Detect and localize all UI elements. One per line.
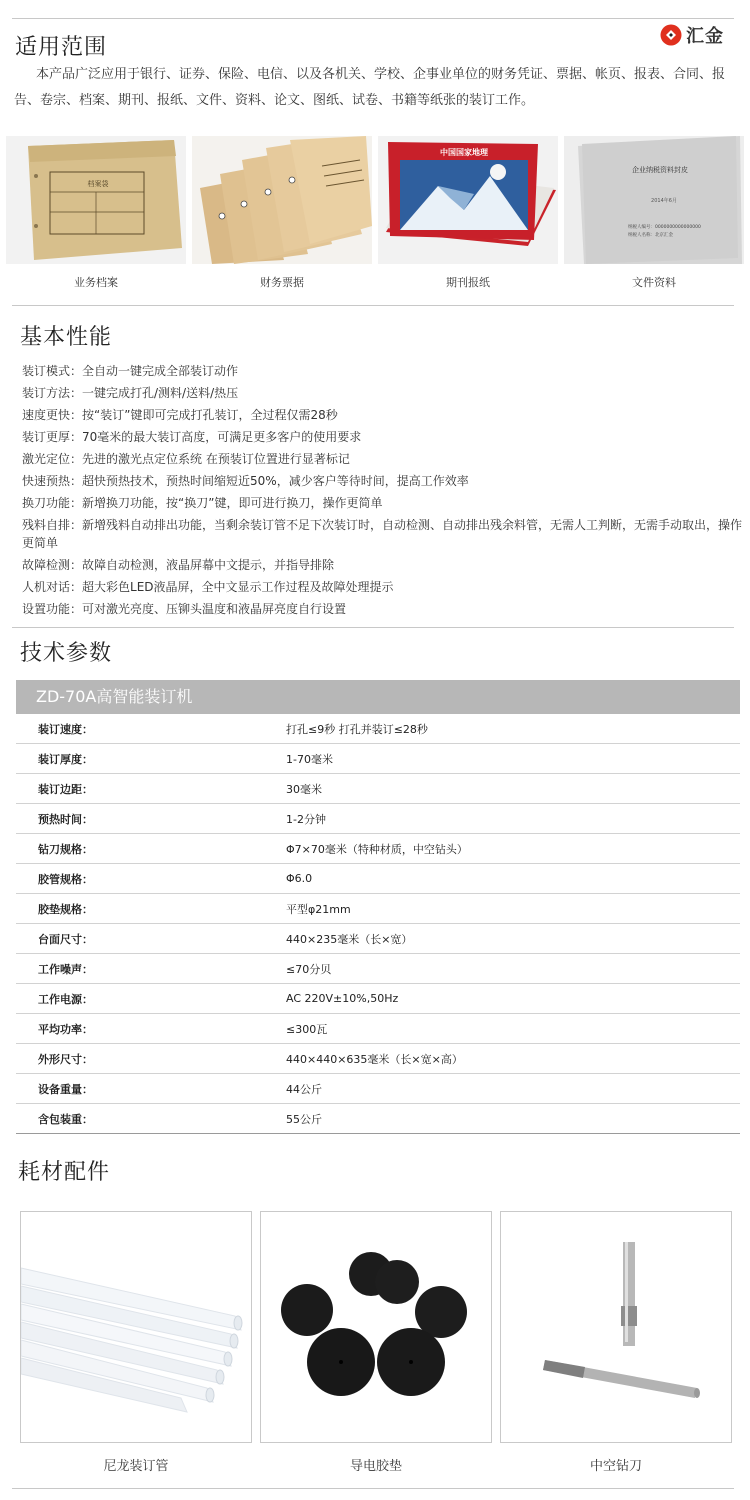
brand-logo [660,22,726,48]
consumable-nylon-tube [20,1211,252,1443]
consumables-row [20,1211,736,1474]
section-title-consumables: 耗材配件 [18,1160,111,1185]
usage-intro: 本产品广泛应用于银行、证券、保险、电信、以及各机关、学校、企事业单位的财务凭证、票据、帐页、报表、合同、报告、卷宗、档案、期刊、报纸、文件、资料、论文、图纸、试卷、书籍等纸张的装订工作。 [14,67,726,108]
spec-key: 胶管规格： [38,872,93,886]
brand-name: 汇金 [686,26,724,47]
spec-key: 平均功率： [38,1022,93,1036]
bottom-rule [12,1488,734,1489]
logo-mark-icon [660,24,682,46]
spec-value: 打孔≤9秒 打孔并装订≤28秒 [286,722,428,736]
section-title-specs: 技术参数 [20,641,113,666]
table-row [16,1044,740,1074]
rubber-pads-image [261,1212,492,1443]
consumable-caption-nylon: 尼龙装订管 [103,1459,169,1474]
spec-key: 装订厚度： [38,752,93,766]
list-item: 快速预热：超快预热技术，预热时间缩短近50%，减少客户等待时间，提高工作效率 [22,474,469,488]
nylon-tubes-image [21,1212,252,1443]
archive-folder-image [6,136,186,264]
spec-value: 平型φ21mm [286,902,351,916]
section-rule-performance [12,305,734,306]
documents-image [564,136,744,264]
spec-key: 含包装重： [38,1112,93,1126]
table-row [16,984,740,1014]
usage-photo-magazine [378,136,558,296]
table-row [16,1104,740,1134]
usage-caption-archive: 业务档案 [74,276,118,289]
usage-photo-row [6,136,744,296]
list-item: 残料自排：新增残料自动排出功能，当剩余装订管不足下次装订时，自动检测、自动排出残余料管，无需人工判断，无需手动取出，操作更简单 [22,518,743,550]
list-item: 激光定位：先进的激光点定位系统 在预装订位置进行显著标记 [22,452,350,466]
spec-key: 工作电源： [38,992,93,1006]
magazine-masthead-text: 中国国家地理 [440,148,488,157]
table-row [16,954,740,984]
document-date-text: 2014年6月 [651,198,677,204]
list-item: 换刀功能：新增换刀功能，按“换刀”键，即可进行换刀，操作更简单 [22,496,383,510]
document-line-2: 纳税人名称：北京汇金 [628,233,673,238]
section-rule-specs [12,627,734,628]
list-item: 人机对话：超大彩色LED液晶屏，全中文显示工作过程及故障处理提示 [22,580,394,594]
usage-caption-magazine: 期刊报纸 [446,276,490,289]
section-title-usage: 适用范围 [15,35,108,60]
usage-caption-finance: 财务票据 [260,276,304,289]
list-item: 故障检测：故障自动检测，液晶屏幕中文提示，并指导排除 [22,558,335,572]
usage-photo-documents [564,136,744,296]
table-row [16,924,740,954]
spec-key: 钻刀规格： [38,842,93,856]
spec-key: 设备重量： [38,1082,93,1096]
table-row [16,1074,740,1104]
consumable-drill-bit [500,1211,732,1443]
consumable-rubber-pad [260,1211,492,1443]
spec-key: 外形尺寸： [38,1052,93,1066]
table-row [16,804,740,834]
spec-key: 预热时间： [38,812,93,826]
table-row [16,774,740,804]
consumable-caption-pad: 导电胶垫 [349,1459,402,1474]
spec-key: 胶垫规格： [38,902,93,916]
table-row [16,834,740,864]
spec-key: 工作噪声： [38,962,93,976]
spec-table [16,714,740,1134]
performance-list [22,362,744,622]
spec-value: 30毫米 [286,782,322,796]
list-item: 装订更厚：70毫米的最大装订高度，可满足更多客户的使用要求 [22,430,362,444]
spec-value: ≤300瓦 [286,1022,328,1036]
drill-bit-image [501,1212,732,1443]
usage-photo-finance [192,136,372,296]
spec-value: 440×440×635毫米（长×宽×高） [286,1052,463,1066]
spec-value: Φ6.0 [286,872,313,885]
list-item: 装订模式：全自动一键完成全部装订动作 [22,364,239,378]
usage-photo-archive [6,136,186,296]
finance-folders-image [192,136,372,264]
spec-value: AC 220V±10%,50Hz [286,992,399,1005]
table-row [16,894,740,924]
archive-stamp-text: 档案袋 [87,180,109,188]
table-row [16,864,740,894]
spec-table-header: ZD-70A高智能装订机 [16,680,740,714]
spec-value: ≤70分贝 [286,962,332,976]
document-line-1: 纳税人编号：0000000000000000 [628,225,701,230]
spec-key: 装订速度： [38,722,93,736]
list-item: 装订方法：一键完成打孔/测料/送料/热压 [22,386,239,400]
spec-key: 装订边距： [38,782,93,796]
table-row [16,1014,740,1044]
magazine-stack-image [378,136,558,264]
spec-value: 44公斤 [286,1082,322,1096]
top-rule [12,18,734,19]
spec-value: 1-2分钟 [286,812,326,826]
spec-value: 55公斤 [286,1112,322,1126]
list-item: 设置功能：可对激光亮度、压铆头温度和液晶屏亮度自行设置 [22,602,347,616]
spec-key: 台面尺寸： [38,932,93,946]
spec-value: 1-70毫米 [286,752,333,766]
consumable-caption-drill: 中空钻刀 [589,1459,642,1474]
spec-value: Φ7×70毫米（特种材质，中空钻头） [286,842,468,856]
usage-caption-documents: 文件资料 [632,276,676,289]
spec-value: 440×235毫米（长×宽） [286,932,413,946]
section-title-performance: 基本性能 [20,325,113,350]
table-row [16,714,740,744]
table-row [16,744,740,774]
list-item: 速度更快：按“装订”键即可完成打孔装订，全过程仅需28秒 [22,408,338,422]
document-title-text: 企业纳税资料封皮 [632,166,688,174]
